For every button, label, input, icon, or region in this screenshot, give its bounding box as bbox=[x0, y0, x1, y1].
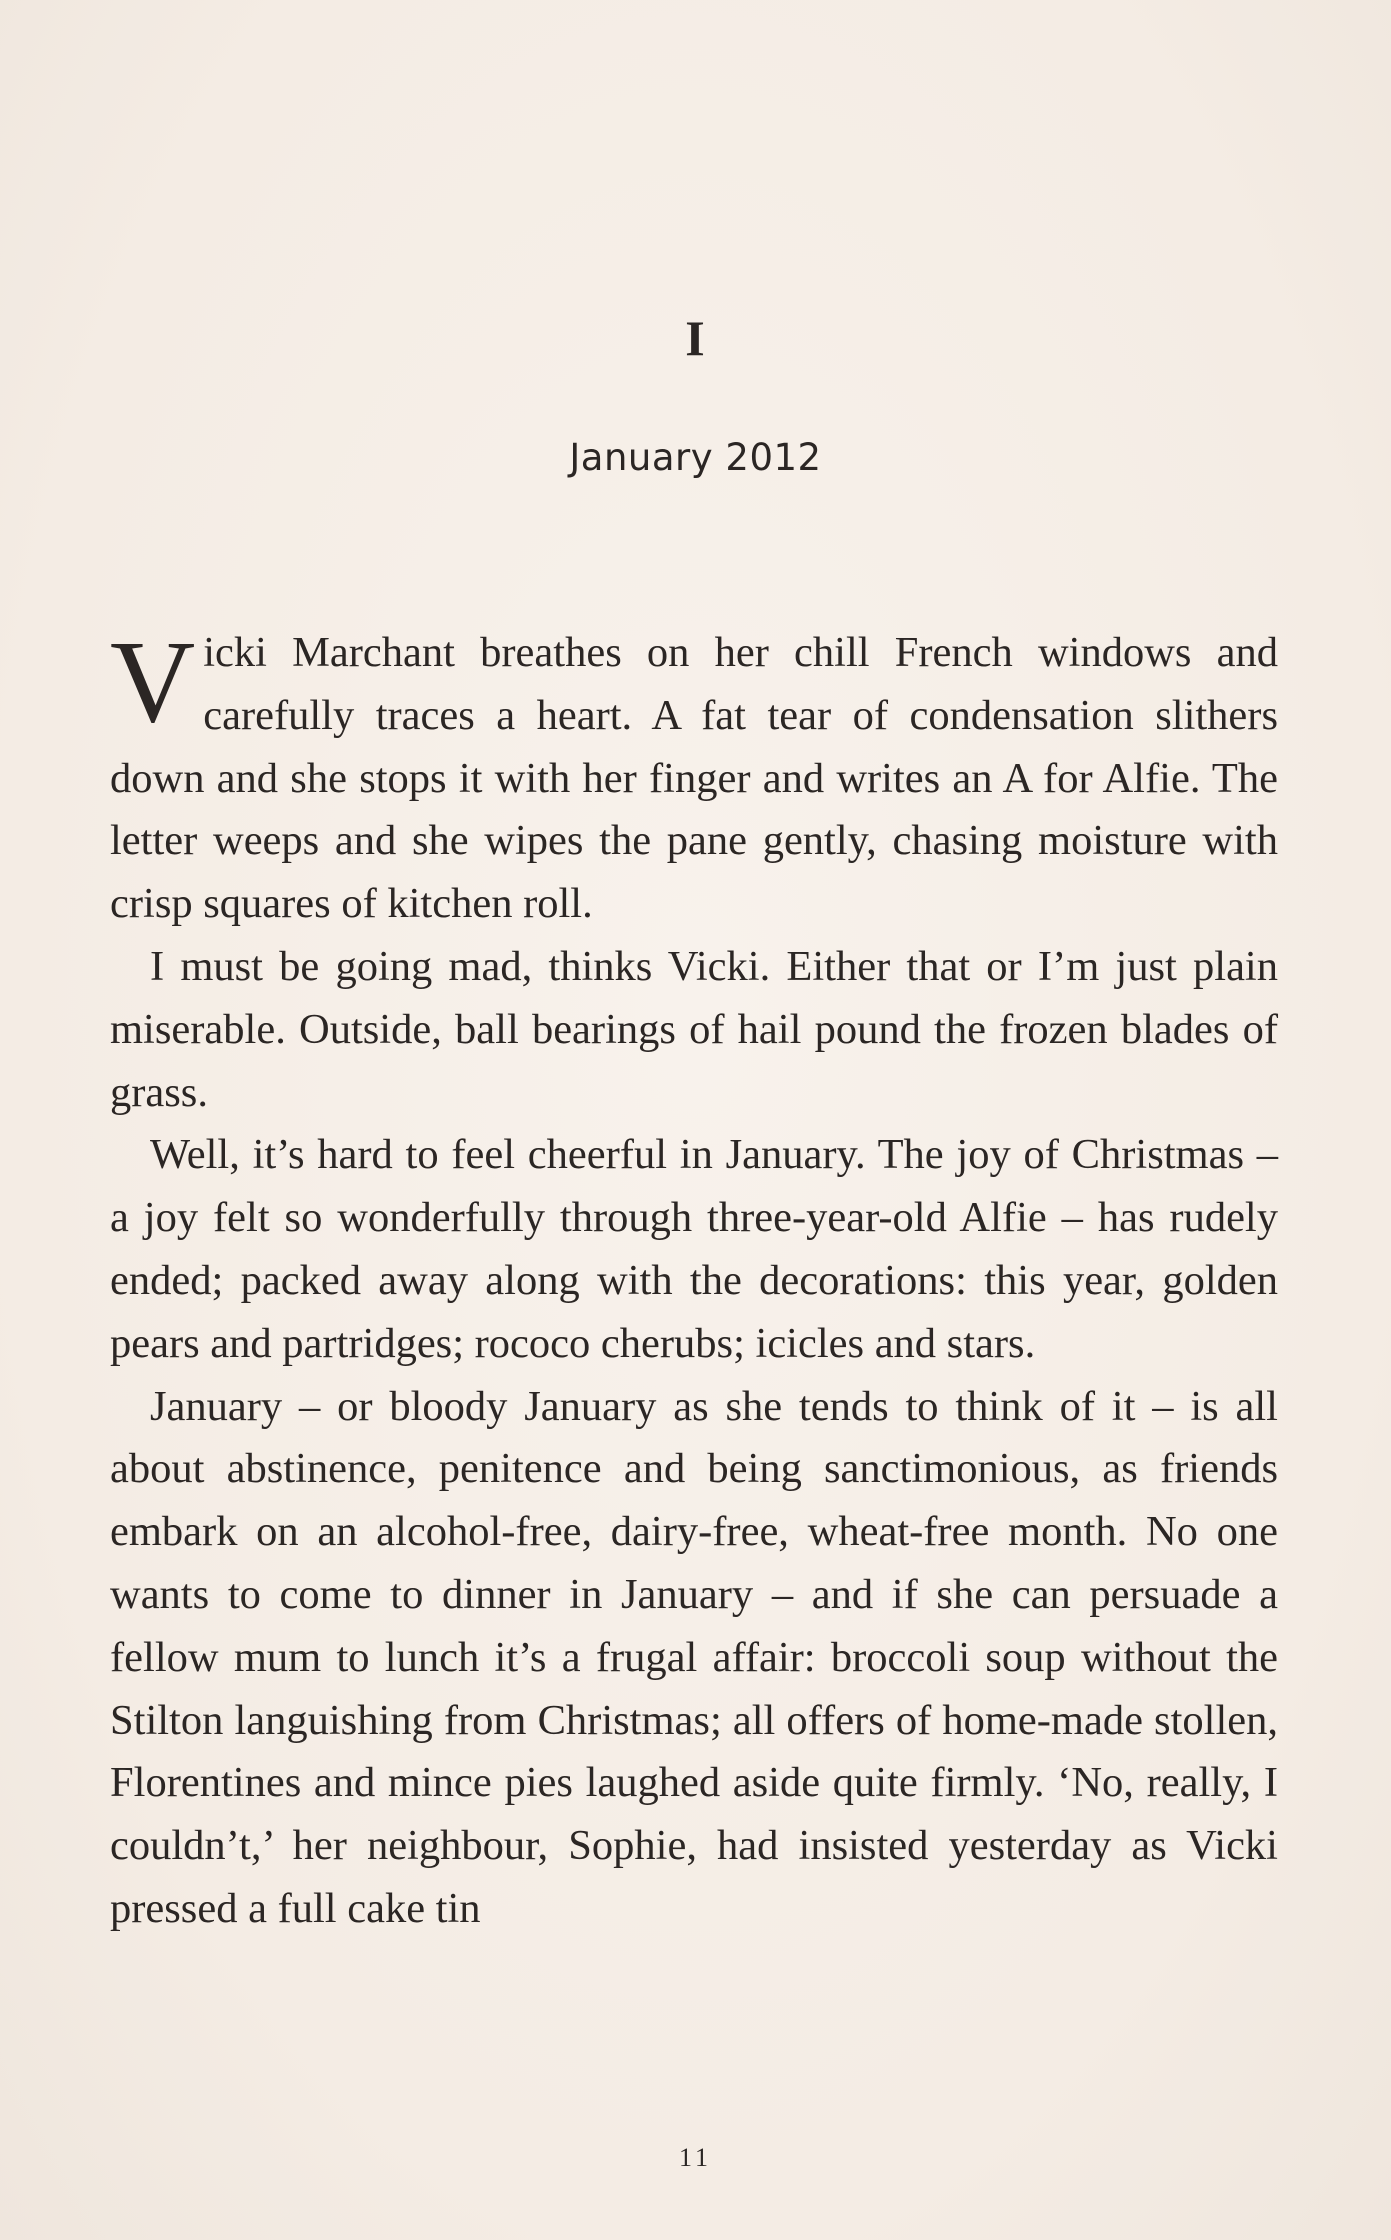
paragraph-2: I must be going mad, thinks Vicki. Either that or I’m just plain miserable. Outside, ball bearings of hail pound the frozen blades of grass. bbox=[110, 942, 1278, 1116]
paragraph-1-text: icki Marchant breathes on her chill French windows and carefully traces a heart. A fat tear of condensation slithers down and she stops it with her finger and writes an A for Alfie. The letter weeps and she wipes the pane gently, chasing moisture with crisp squares of kitchen roll. bbox=[110, 629, 1278, 928]
paragraph-1 bbox=[110, 616, 1278, 936]
chapter-body bbox=[110, 616, 1278, 1941]
drop-cap: V bbox=[110, 616, 196, 747]
chapter-number: I bbox=[685, 310, 706, 366]
paragraph-3: Well, it’s hard to feel cheerful in January. The joy of Christmas – a joy felt so wonderfully through three-year-old Alfie – has rudely ended; packed away along with the decorations: this year, golden pears and partridges; rococo cherubs; icicles and stars. bbox=[110, 1131, 1278, 1367]
chapter-date: January 2012 bbox=[569, 436, 822, 479]
page-number: 11 bbox=[678, 2143, 713, 2172]
paragraph-4: January – or bloody January as she tends to think of it – is all about abstinence, penitence and being sanctimonious, as friends embark on an alcohol-free, dairy-free, wheat-free month. No one wants to come to dinner in January – and if she can persuade a fellow mum to lunch it’s a frugal affair: broccoli soup without the Stilton languishing from Christmas; all offers of home-made stollen, Florentines and mince pies laughed aside quite firmly. ‘No, really, I couldn’t,’ her neighbour, Sophie, had insisted yesterday as Vicki pressed a full cake tin bbox=[110, 1382, 1278, 1932]
